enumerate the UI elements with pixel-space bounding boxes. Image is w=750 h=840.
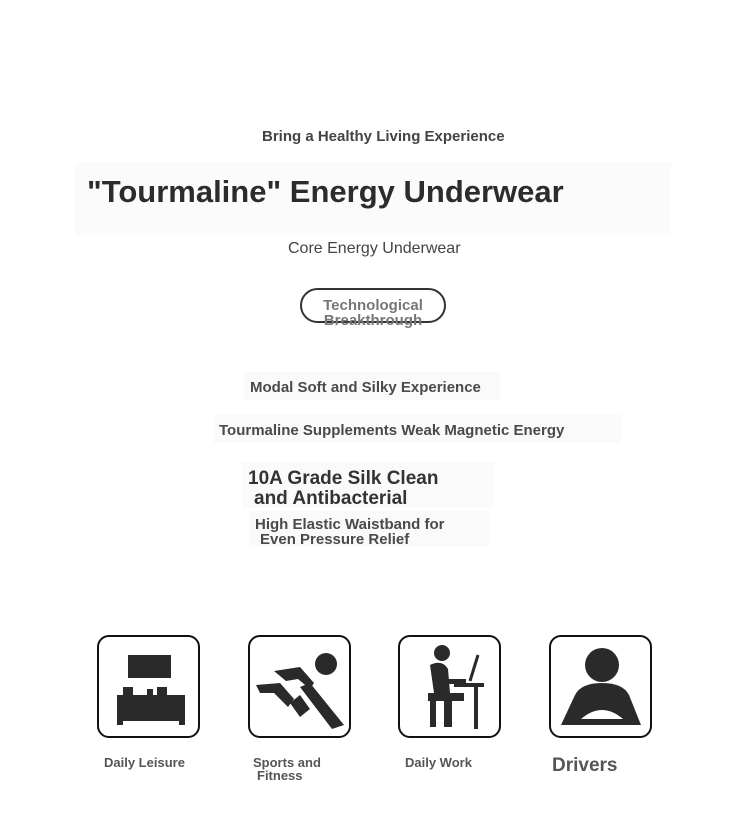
usage-sports-label-line2: Fitness	[257, 768, 303, 783]
usage-sports-card	[248, 635, 351, 738]
tech-badge-line1: Technological	[323, 297, 423, 314]
feature-silk-line1: 10A Grade Silk Clean	[248, 468, 439, 489]
feature-silk	[248, 469, 438, 509]
tv-sofa-icon	[99, 637, 198, 736]
driver-icon	[551, 637, 650, 736]
feature-waistband-line2: Even Pressure Relief	[260, 531, 410, 548]
usage-leisure-label: Daily Leisure	[104, 755, 185, 770]
subtitle: Core Energy Underwear	[288, 240, 461, 257]
feature-tourmaline: Tourmaline Supplements Weak Magnetic Energy	[219, 422, 565, 439]
page-title: "Tourmaline" Energy Underwear	[87, 174, 564, 209]
usage-drivers-card	[549, 635, 652, 738]
desk-worker-icon	[400, 637, 499, 736]
tagline: Bring a Healthy Living Experience	[262, 128, 505, 145]
usage-drivers-label: Drivers	[552, 755, 618, 776]
feature-silk-line2: and Antibacterial	[254, 488, 408, 509]
runner-icon	[250, 637, 349, 736]
feature-modal: Modal Soft and Silky Experience	[250, 379, 481, 396]
usage-sports-label-line1: Sports and	[253, 755, 321, 770]
feature-waistband	[255, 517, 444, 547]
usage-sports-label	[253, 756, 321, 782]
usage-work-card	[398, 635, 501, 738]
usage-leisure-card	[97, 635, 200, 738]
tech-badge-line2: Breakthrough	[323, 312, 423, 329]
usage-work-label: Daily Work	[405, 755, 472, 770]
tech-badge	[300, 288, 446, 329]
feature-waistband-line1: High Elastic Waistband for	[255, 516, 445, 533]
